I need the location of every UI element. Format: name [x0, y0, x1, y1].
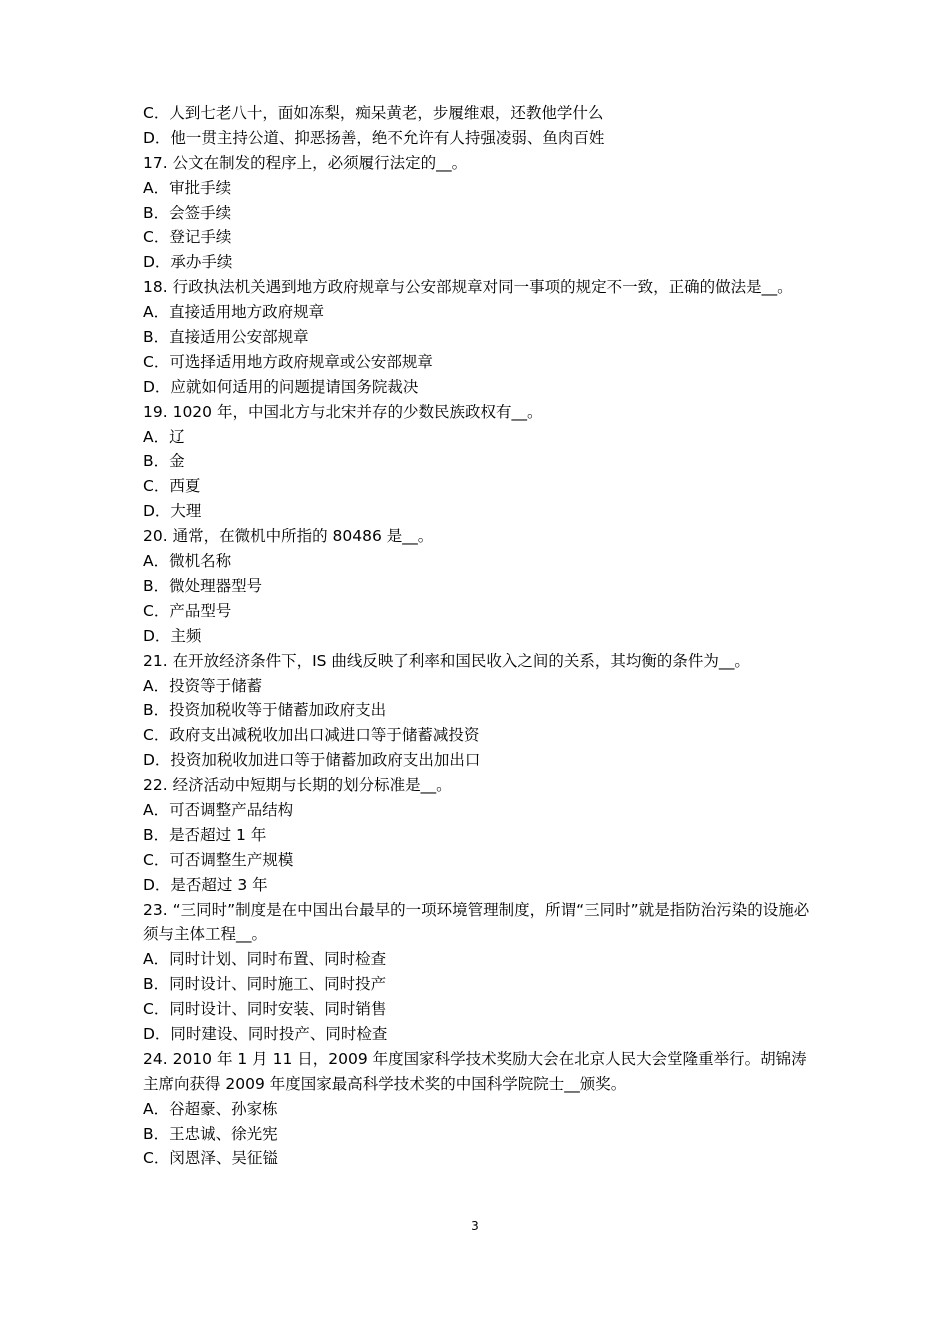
option-c-q24: C．闵恩泽、吴征镒 — [143, 1149, 278, 1168]
document-body — [143, 101, 815, 1171]
option-a-q23: A．同时计划、同时布置、同时检查 — [143, 950, 387, 969]
option-d-q18: D．应就如何适用的问题提请国务院裁决 — [143, 377, 419, 396]
question-19: 19. 1020 年，中国北方与北宋并存的少数民族政权有__。 — [143, 402, 543, 421]
question-17: 17. 公文在制发的程序上，必须履行法定的__。 — [143, 153, 468, 172]
option-c-q16: C．人到七老八十，面如冻梨，痴呆黄老，步履维艰，还教他学什么 — [143, 104, 604, 122]
option-a-q21: A．投资等于储蓄 — [143, 676, 263, 695]
option-b-q24: B．王忠诚、徐光宪 — [143, 1124, 278, 1143]
option-a-q24: A．谷超豪、孙家栋 — [143, 1099, 278, 1118]
question-18: 18. 行政执法机关遇到地方政府规章与公安部规章对同一事项的规定不一致，正确的做法是__。 — [143, 278, 793, 297]
option-a-q17: A．审批手续 — [143, 178, 232, 197]
option-d-q20: D．主频 — [143, 626, 202, 645]
option-b-q22: B．是否超过 1 年 — [143, 825, 267, 844]
option-b-q17: B．会签手续 — [143, 203, 232, 222]
option-d-q21: D．投资加税收加进口等于储蓄加政府支出加出口 — [143, 751, 481, 770]
option-d-q23: D．同时建设、同时投产、同时检查 — [143, 1025, 388, 1043]
option-b-q20: B．微处理器型号 — [143, 576, 263, 595]
option-c-q22: C．可否调整生产规模 — [143, 850, 294, 869]
option-a-q20: A．微机名称 — [143, 552, 232, 571]
option-c-q20: C．产品型号 — [143, 601, 232, 620]
option-c-q17: C．登记手续 — [143, 228, 232, 247]
option-b-q21: B．投资加税收等于储蓄加政府支出 — [143, 701, 387, 720]
option-d-q19: D．大理 — [143, 502, 202, 521]
question-22: 22. 经济活动中短期与长期的划分标准是__。 — [143, 776, 452, 795]
question-24: 24. 2010 年 1 月 11 日，2009 年度国家科学技术奖励大会在北京人民大会堂隆重举行。胡锦涛主席向获得 2009 年度国家最高科学技术奖的中国科学院院士__颁奖。 — [143, 1049, 807, 1093]
option-b-q23: B．同时设计、同时施工、同时投产 — [143, 975, 387, 994]
option-a-q22: A．可否调整产品结构 — [143, 800, 294, 819]
option-c-q21: C．政府支出减税收加出口减进口等于储蓄减投资 — [143, 726, 480, 745]
option-b-q19: B．金 — [143, 452, 185, 471]
option-a-q19: A．辽 — [143, 427, 185, 446]
option-c-q23: C．同时设计、同时安装、同时销售 — [143, 1000, 387, 1019]
option-a-q18: A．直接适用地方政府规章 — [143, 303, 325, 322]
page-number: 3 — [471, 1219, 479, 1233]
option-b-q18: B．直接适用公安部规章 — [143, 328, 309, 347]
option-c-q18: C．可选择适用地方政府规章或公安部规章 — [143, 352, 433, 371]
question-21: 21. 在开放经济条件下，IS 曲线反映了利率和国民收入之间的关系，其均衡的条件为__。 — [143, 651, 750, 670]
option-c-q19: C．西夏 — [143, 477, 201, 496]
question-20: 20. 通常，在微机中所指的 80486 是__。 — [143, 527, 434, 546]
option-d-q17: D．承办手续 — [143, 253, 233, 272]
question-23: 23. “三同时”制度是在中国出台最早的一项环境管理制度，所谓“三同时”就是指防治污染的设施必须与主体工程__。 — [143, 900, 810, 944]
option-d-q16: D．他一贯主持公道、抑恶扬善，绝不允许有人持强凌弱、鱼肉百姓 — [143, 128, 605, 147]
option-d-q22: D．是否超过 3 年 — [143, 875, 268, 894]
